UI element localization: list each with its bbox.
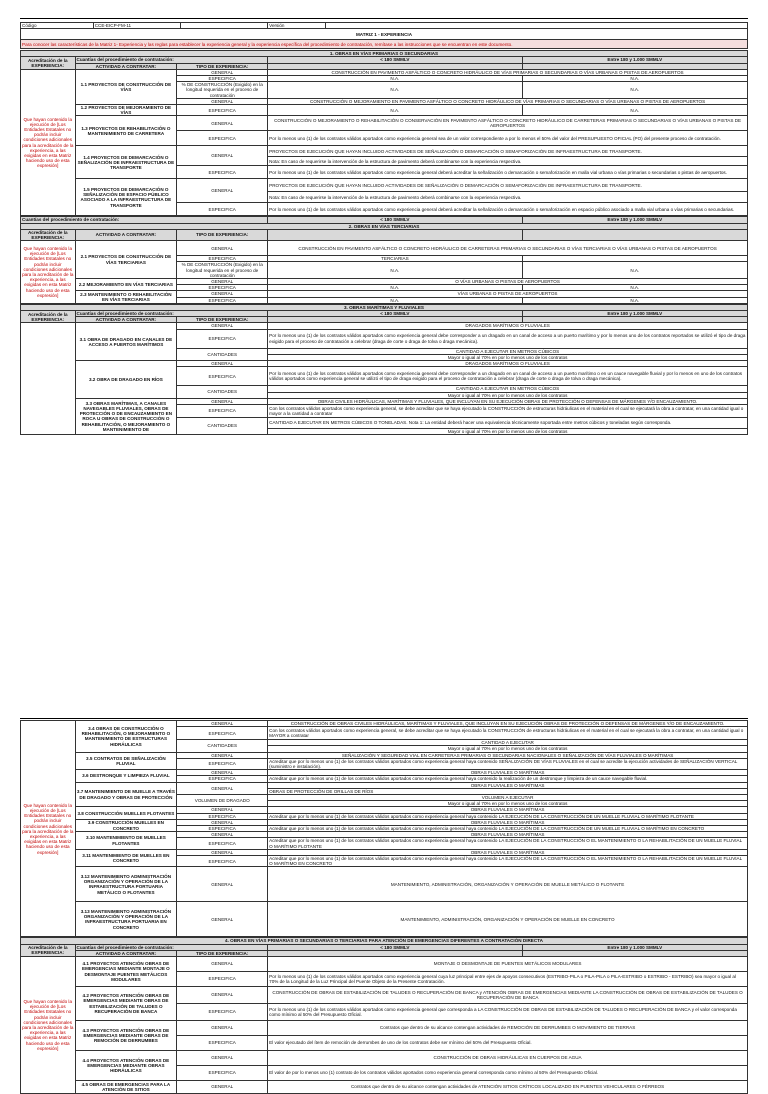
exp-especifica: Acreditar que por lo menos uno (1) de los contratos válidos aportados como experiencia general haya contenido LA EJECUCIÓN DE LA CONSTRUCCIÓN DE UN MUELLE FLUVIAL O MARÍTIMO FLOTANTE <box>268 813 748 819</box>
activity-3-4: 3.4 OBRAS DE CONSTRUCCIÓN O REHABILITACIÓN, O MEJORAMIENTO O MANTENIMIENTO DE ESTRUCTURAS HIDRÁULICAS <box>75 721 177 753</box>
exp-especifica: El valor de por lo menos uno (1) contrato de los contratos válidos aportados como experiencia general corresponda como mínimo al 50% del Presupuesto Oficial. <box>268 1066 748 1081</box>
na-cell: N.A. <box>522 76 747 82</box>
type-especifica: ESPECIFICA <box>177 329 268 348</box>
type-especifica: ESPECIFICA <box>177 838 268 849</box>
col-tipo: TIPO DE EXPERIENCIA: <box>177 63 268 69</box>
exp-general: CONSTRUCCIÓN DE OBRAS DE ESTABILIZACIÓN DE TALUDES O RECUPERACIÓN DE BANCA y ATENCIÓN OBRAS DE EMERGENCIAS MEDIANTE LA CONSTRUCCIÓN DE OBRAS DE ESTABILIZACIÓN DE TALUDES O RECUPERACIÓN DE BANCA <box>268 987 748 1004</box>
page-top-rule <box>20 718 748 719</box>
exp-note: Nota: En caso de requerirse la intervención de la estructura de pavimento deberá combinarse con la experiencia respectiva. <box>268 192 748 203</box>
exp-especifica: Acreditar que por lo menos uno (1) de los contratos válidos aportados como experiencia general haya contenido LA EJECUCIÓN DE LA CONSTRUCCIÓN DE UN MUELLE FLUVIAL O MARÍTIMO EN CONCRETO <box>268 826 748 832</box>
exp-general: PROYECTOS DE EJECUCIÓN QUE HAYAN INCLUIDO ACTIVIDADES DE SEÑALIZACIÓN O DEMARCACIÓN O SEMAFORIZACIÓN DE INFRAESTRUCTURA DE TRANSPORTE. <box>268 179 748 192</box>
type-especifica: ESPECIFICA <box>177 826 268 832</box>
exp-terciarias: TERCIARIAS <box>268 256 522 262</box>
activity-1-4: 1.4 PROYECTOS DE DEMARCACIÓN O SEÑALIZACIÓN DE INFRAESTRUCTURA DE TRANSPORTE <box>75 146 177 179</box>
type-especifica: ESPECIFICA <box>177 758 268 769</box>
na-cell: N.A. <box>522 262 747 279</box>
type-general: GENERAL <box>177 98 268 104</box>
side-note: Que hayan contenido la ejecución de [Los Entidades Estatales no podrán incluir condiciones adicionales para la acreditación de la experiencia, a las exigidas en esta Matriz haciendo uso de esta expresión] <box>21 957 76 1094</box>
na-cell: N.A. <box>268 105 522 116</box>
na-cell: N.A. <box>268 285 522 291</box>
col-actividad: ACTIVIDAD A CONTRATAR: <box>75 950 177 956</box>
type-especifica: ESPECIFICA <box>177 256 268 262</box>
exp-cantidad: CANTIDAD A EJECUTAR EN METROS CÚBICOS <box>268 386 748 392</box>
exp-general: CONSTRUCCIÓN DE OBRAS HIDRÁULICAS EN CUERPOS DE AGUA <box>268 1051 748 1066</box>
type-general: GENERAL <box>177 179 268 203</box>
activity-3-8: 3.8 CONSTRUCCIÓN MUELLES FLOTANTES <box>75 807 177 819</box>
type-cantidades: CANTIDADES <box>177 348 268 360</box>
exp-volumen-min: Mayor o igual al 70% en por lo menos uno de los contratos <box>268 801 748 807</box>
col-actividad: ACTIVIDAD A CONTRATAR: <box>75 317 177 323</box>
matrix-section-3-cont <box>20 720 748 937</box>
activity-4-5: 4.5 OBRAS DE EMERGENCIAS PARA LA ATENCIÓN DE SITIOS <box>75 1081 177 1094</box>
type-especifica: ESPECIFICA <box>177 203 268 216</box>
activity-3-2: 3.2 OBRA DE DRAGADO EN RÍOS <box>75 361 177 399</box>
col-menor180: < 180 SMMLV <box>268 944 522 950</box>
activity-2-2: 2.2 MEJORAMIENTO EN VÍAS TERCIARIAS <box>75 279 177 291</box>
col-cuantias: Cuantías del procedimiento de contratación: <box>75 57 268 63</box>
activity-3-9: 3.9 CONSTRUCCIÓN MUELLES EN CONCRETO <box>75 819 177 831</box>
activity-4-2: 4.2 PROYECTOS ATENCIÓN OBRAS DE EMERGENCIAS MEDIANTE OBRAS DE ESTABILIZACIÓN DE TALUDES O RECUPERACIÓN DE BANCA <box>75 987 177 1021</box>
section-2-title: 2. OBRAS EN VÍAS TERCIARIAS <box>21 223 748 229</box>
exp-general: CONSTRUCCIÓN O MEJORAMIENTO O REHABILITACIÓN O CONSERVACIÓN EN PAVIMENTO ASFÁLTICO O CONCRETO HIDRÁULICO DE CARRETERAS PRIMARIAS O SECUNDARIAS O VÍAS URBANAS O PISTAS DE AEROPUERTOS <box>268 116 748 131</box>
exp-cantidad-min: Mayor o igual al 70% en por lo menos uno de los contratos <box>268 392 748 398</box>
exp-general: CONSTRUCCIÓN EN PAVIMENTO ASFÁLTICO O CONCRETO HIDRÁULICO DE VÍAS PRIMARIAS O SECUNDARIAS O VÍAS URBANAS O PISTAS DE AEROPUERTOS <box>268 69 748 75</box>
type-general: GENERAL <box>177 957 268 972</box>
type-especifica: ESPECIFICA <box>177 131 268 146</box>
exp-note: Nota: En caso de requerirse la intervención de la estructura de pavimento deberá combinarse con la experiencia respectiva. <box>268 157 748 166</box>
section-1-title: 1. OBRAS EN VÍAS PRIMARIAS O SECUNDARIAS <box>21 51 748 57</box>
col-tipo: TIPO DE EXPERIENCIA: <box>177 950 268 956</box>
col-tipo: TIPO DE EXPERIENCIA: <box>177 317 268 323</box>
type-cantidades: CANTIDADES <box>177 740 268 752</box>
exp-cantidad-min: Mayor o igual al 70% en por lo menos uno de los contratos <box>268 354 748 360</box>
na-cell: N.A. <box>268 262 522 279</box>
exp-general: OBRAS FLUVIALES O MARÍTIMAS <box>268 832 748 838</box>
type-especifica: ESPECIFICA <box>177 166 268 179</box>
instructions-text: Para conocer las características de la Matriz 1- Experiencia y las reglas para establecer la experiencia general y la experiencia específica del procedimiento de contratación, remítase a las instrucciones que se encuentran en este documento. <box>21 40 748 49</box>
col-entre: Entre 180 y 1.000 SMMLV <box>522 311 747 317</box>
type-general: GENERAL <box>177 69 268 75</box>
type-general: GENERAL <box>177 241 268 256</box>
exp-general: CONSTRUCCIÓN DE OBRAS CIVILES HIDRÁULICAS, MARÍTIMAS Y FLUVIALES, QUE INCLUYAN EN SU EJECUCIÓN OBRAS DE PROTECCIÓN O DEFENSAS DE MÁRGENES Y/O DE ENCAUZAMIENTO. <box>268 721 748 727</box>
exp-especifica: Acreditar que por lo menos uno (1) de los contratos válidos aportados como experiencia general haya contenido la realización de un destronque y limpieza de un cauce navegable fluvial. <box>268 776 748 782</box>
col-menor180: < 180 SMMLV <box>268 217 522 223</box>
exp-especifica: Por lo menos uno (1) de los contratos válidos aportados como experiencia general cuya luz principal entre ejes de apoyos consecutivos (ESTRIBO-PILA o PILA-PILA o PILA-ESTRIBO o ESTRIBO - ESTRIBO) sea mayor o igual al 70% de la Longitud de la Luz Principal del Puente Objeto de la Presente Contratación. <box>268 972 748 987</box>
na-cell: N.A. <box>268 76 522 82</box>
activity-2-3: 2.3 MANTENIMIENTO O REHABILITACIÓN EN VÍAS TERCIARIAS <box>75 291 177 303</box>
type-especifica: ESPECIFICA <box>177 285 268 291</box>
activity-3-3: 3.3 OBRAS MARÍTIMAS, A CANALES NAVEGABLES FLUVIALES, OBRAS DE PROTECCIÓN O DE ENCAUZAMIENTO EN ROCA U OBRAS DE CONSTRUCCIÓN O REHABILITACIÓN, O MEJORAMIENTO O MANTENIMIENTO DE <box>75 398 177 434</box>
na-cell: N.A. <box>522 285 747 291</box>
type-general: GENERAL <box>177 116 268 131</box>
type-cantidades: CANTIDADES <box>177 386 268 398</box>
exp-general-2: OBRAS DE PROTECCIÓN DE ORILLAS DE RÍOS <box>268 788 748 794</box>
section-3-title: 3. OBRAS MARÍTIMAS Y FLUVIALES <box>21 304 748 310</box>
type-general: GENERAL <box>177 902 268 937</box>
exp-especifica: Por lo menos uno (1) de los contratos válidos aportados como experiencia general sea de un valor correspondiente a por lo menos el 50% del valor del PRESUPUESTO OFICIAL (PO) del presente proceso de contratación. <box>268 131 748 146</box>
type-general: GENERAL <box>177 849 268 855</box>
type-especifica: ESPECIFICA <box>177 1066 268 1081</box>
type-general: GENERAL <box>177 323 268 329</box>
matrix-section-3 <box>20 304 748 435</box>
exp-general: OBRAS FLUVIALES O MARÍTIMAS <box>268 819 748 825</box>
col-acreditacion: Acreditación de la EXPERIENCIA: <box>21 229 76 240</box>
col-menor180: < 180 SMMLV <box>268 57 522 63</box>
na-cell: N.A. <box>522 82 747 99</box>
exp-cantidad: CANTIDAD A EJECUTAR <box>268 740 748 746</box>
exp-general: DRAGADOS MARÍTIMOS O FLUVIALES <box>268 323 748 329</box>
exp-especifica: Por lo menos uno (1) de los contratos válidos aportados como experiencia general debe corresponder a un dragado en un canal de acceso a un puerto marítimo y por lo menos uno de los contratos reportados se utilizó el tipo de draga exigido para el proceso de contratación a celebrar (draga de corte o draga de tolva o draga mecánica). <box>268 329 748 348</box>
activity-4-1: 4.1 PROYECTOS ATENCIÓN OBRAS DE EMERGENCIAS MEDIANTE MONTAJE O DESMONTAJE PUENTES METÁLICOS MODULARES <box>75 957 177 987</box>
matrix-section-2 <box>20 216 748 303</box>
col-menor180: < 180 SMMLV <box>268 311 522 317</box>
na-cell: N.A. <box>522 297 747 303</box>
exp-general: OBRAS FLUVIALES O MARÍTIMAS <box>268 849 748 855</box>
activity-1-1: 1.1 PROYECTOS DE CONSTRUCCIÓN DE VÍAS <box>75 69 177 104</box>
exp-especifica: Por lo menos uno (1) de los contratos válidos aportados como experiencia general que corresponda a LA CONSTRUCCIÓN DE OBRAS DE ESTABILIZACIÓN DE TALUDES O RECUPERACIÓN DE BANCA y el valor corresponda como mínimo al 50% del Presupuesto Oficial. <box>268 1004 748 1021</box>
type-general: GENERAL <box>177 721 268 727</box>
exp-general: MANTENIMIENTO, ADMINISTRACIÓN, ORGANIZACIÓN Y OPERACIÓN DE MUELLE METÁLICO O FLOTANTE <box>268 867 748 902</box>
type-general: GENERAL <box>177 146 268 166</box>
activity-3-12: 3.12 MANTENIMIENTO ADMINISTRACIÓN ORGANIZACIÓN Y OPERACIÓN DE LA INFRAESTRUCTURA PORTUARIA METÁLICO O FLOTANTES <box>75 867 177 902</box>
col-acreditacion: Acreditación de la EXPERIENCIA: <box>21 57 76 69</box>
exp-general: MANTENIMIENTO, ADMINISTRACIÓN, ORGANIZACIÓN Y OPERACIÓN DE MUELLE EN CONCRETO <box>268 902 748 937</box>
na-cell: N.A. <box>522 105 747 116</box>
col-cuantias: Cuantías del procedimiento de contratación: <box>75 944 268 950</box>
activity-4-4: 4.4 PROYECTOS ATENCIÓN OBRAS DE EMERGENCIAS MEDIANTE OBRAS HIDRÁULICAS <box>75 1051 177 1081</box>
exp-cantidad: CANTIDAD A EJECUTAR EN METROS CÚBICOS <box>268 348 748 354</box>
exp-general: Contratos que dentro de su alcance contengan actividades de ATENCIÓN SITIOS CRÍTICOS LOCALIZADO EN PUENTES VEHICULARES O FÉRREOS <box>268 1081 748 1094</box>
exp-general: CONSTRUCCIÓN O MEJORAMIENTO EN PAVIMENTO ASFÁLTICO O CONCRETO HIDRÁULICO DE VÍAS PRIMARIAS O SECUNDARIAS O VÍAS URBANAS O PISTAS DE AEROPUERTOS <box>268 98 748 104</box>
type-general: GENERAL <box>177 770 268 776</box>
type-especifica: ESPECIFICA <box>177 404 268 417</box>
type-general: GENERAL <box>177 867 268 902</box>
exp-general: SEÑALIZACIÓN Y SEGURIDAD VIAL EN CARRETERAS PRIMARIAS O SECUNDARIAS NACIONALES O SEÑALIZACIÓN DE VÍAS FLUVIALES O MARÍTIMAS <box>268 752 748 758</box>
type-especifica: ESPECIFICA <box>177 1004 268 1021</box>
type-general: GENERAL <box>177 361 268 367</box>
exp-general: OBRAS FLUVIALES O MARÍTIMAS <box>268 770 748 776</box>
exp-especifica: Con los contratos válidos aportados como experiencia general, se debe acreditar que se haya ejecutado la CONSTRUCCIÓN de estructuras hidráulicas en el material en el cual se ejecutará la obra a contratar, en una cantidad igual o mayor a la cantidad a contratar <box>268 404 748 417</box>
na-cell: N.A. <box>268 297 522 303</box>
activity-3-6: 3.6 DESTRONQUE Y LIMPIEZA FLUVIAL <box>75 770 177 782</box>
page-title: MATRIZ 1 - EXPERIENCIA <box>21 29 748 40</box>
exp-general: MONTAJE O DESMONTAJE DE PUENTES METÁLICOS MODULARES <box>268 957 748 972</box>
exp-general: PROYECTOS DE EJECUCIÓN QUE HAYAN INCLUIDO ACTIVIDADES DE SEÑALIZACIÓN O DEMARCACIÓN O SEMAFORIZACIÓN DE INFRAESTRUCTURA DE TRANSPORTE. <box>268 146 748 157</box>
page-top-rule <box>20 18 748 19</box>
activity-3-5: 3.5 CONTRATOS DE SEÑALIZACIÓN FLUVIAL <box>75 752 177 770</box>
type-general: GENERAL <box>177 1021 268 1036</box>
activity-3-7: 3.7 MANTENIMIENTO DE MUELLE A TRAVÉS DE DRAGADO Y OBRAS DE PROTECCIÓN <box>75 782 177 807</box>
exp-general: O VÍAS URBANAS O PISTAS DE AEROPUERTOS <box>268 279 748 285</box>
activity-3-10: 3.10 MANTENIMIENTO DE MUELLES FLOTANTES <box>75 832 177 850</box>
type-general: GENERAL <box>177 752 268 758</box>
exp-general: Contratos que dentro de su alcance contengan actividades de REMOCIÓN DE DERRUMBES O MOVIMIENTO DE TIERRAS <box>268 1021 748 1036</box>
exp-general: DRAGADOS MARÍTIMOS O FLUVIALES <box>268 361 748 367</box>
exp-general: OBRAS CIVILES HIDRÁULICAS, MARÍTIMAS Y FLUVIALES, QUE INCLUYAN EN SU EJECUCIÓN OBRAS DE PROTECCIÓN O DEFENSAS DE MÁRGENES Y/O ENCAUZAMIENTO. <box>268 398 748 404</box>
exp-general: CONSTRUCCIÓN EN PAVIMENTO ASFÁLTICO O CONCRETO HIDRÁULICO DE CARRETERAS PRIMARIAS O SECUNDARIAS O VÍAS TERCIARIAS O VÍAS URBANAS O PISTAS DE AEROPUERTOS <box>268 241 748 256</box>
page-gap <box>0 518 768 718</box>
col-actividad: ACTIVIDAD A CONTRATAR: <box>75 63 177 69</box>
col-acreditacion: Acreditación de la EXPERIENCIA: <box>21 311 76 323</box>
activity-2-1: 2.1 PROYECTOS DE CONSTRUCCIÓN DE VÍAS TERCIARIAS <box>75 241 177 279</box>
activity-1-3: 1.3 PROYECTOS DE REHABILITACIÓN O MANTENIMIENTO DE CARRETERA <box>75 116 177 146</box>
type-general: GENERAL <box>177 1081 268 1094</box>
codigo-value: CCE-EICP-FM-11 <box>93 23 180 29</box>
col-entre: Entre 180 y 1.000 SMMLV <box>522 944 747 950</box>
activity-3-13: 3.13 MANTENIMIENTO ADMINISTRACIÓN ORGANIZACIÓN Y OPERACIÓN DE LA INFRAESTRUCTURA PORTUARIA EN CONCRETO <box>75 902 177 937</box>
type-especifica: ESPECIFICA <box>177 727 268 740</box>
exp-especifica: Acreditar que por lo menos uno (1) de los contratos válidos aportados como experiencia general haya contenido LA EJECUCIÓN DE LA CONSTRUCCIÓN O EL MANTENIMIENTO O LA REHABILITACIÓN DE UN MUELLE FLUVIAL O MARÍTIMO EN CONCRETO <box>268 856 748 867</box>
matrix-section-1 <box>20 50 748 216</box>
exp-especifica: Acreditar que por lo menos uno (1) de los contratos válidos aportados como experiencia general haya contenido LA EJECUCIÓN DE LA CONSTRUCCIÓN O EL MANTENIMIENTO O LA REHABILITACIÓN DE UN MUELLE FLUVIAL O MARÍTIMO FLOTANTE <box>268 838 748 849</box>
version-label: Versión <box>268 23 326 29</box>
type-general: GENERAL <box>177 279 268 285</box>
header-table <box>20 22 748 49</box>
col-entre: Entre 180 y 1.000 SMMLV <box>522 217 747 223</box>
exp-especifica: Por lo menos uno (1) de los contratos válidos aportados como experiencia general deberá acreditar la señalización o demarcación o semaforización en espacio público asociado a malla vial urbana o vías primarias o secundarias. <box>268 203 748 216</box>
type-especifica: ESPECIFICA <box>177 776 268 782</box>
page-1 <box>20 22 748 435</box>
type-especifica: ESPECIFICA <box>177 1036 268 1051</box>
page-2 <box>20 720 748 1094</box>
type-general: GENERAL <box>177 807 268 813</box>
exp-general: OBRAS FLUVIALES O MARÍTIMAS <box>268 807 748 813</box>
activity-1-5: 1.5 PROYECTOS DE DEMARCACIÓN O SEÑALIZACIÓN DE ESPACIO PÚBLICO ASOCIADO A LA INFRAESTRUCTURA DE TRANSPORTE <box>75 179 177 216</box>
exp-especifica: Por lo menos uno (1) de los contratos válidos aportados como experiencia general debe corresponder a un dragado en un canal de acceso a un puerto marítimo o en un cauce navegable fluvial y por lo menos en uno de los contratos válidos aportados como experiencia general se utilizó el tipo de draga exigido para el proceso de contratación a celebrar (draga de corte o draga de tolva o draga mecánica). <box>268 367 748 386</box>
construction-note: % DE CONSTRUCCIÓN (Exigido) en la longitud requerida en el proceso de contratación <box>177 262 268 279</box>
type-general: GENERAL <box>177 832 268 838</box>
exp-cantidad-min: Mayor o igual al 70% en por lo menos uno de los contratos <box>268 746 748 752</box>
activity-1-2: 1.2 PROYECTOS DE MEJORAMIENTO DE VÍAS <box>75 105 177 116</box>
exp-cantidad-min: Mayor o igual al 70% en por lo menos uno de los contratos <box>268 428 748 434</box>
col-acreditacion: Acreditación de la EXPERIENCIA: <box>21 944 76 956</box>
type-especifica: ESPECIFICA <box>177 76 268 82</box>
type-especifica: ESPECIFICA <box>177 972 268 987</box>
col-cuantias: Cuantías del procedimiento de contratación: <box>21 217 268 223</box>
side-note: Que hayan contenido la ejecución de [Los Entidades Estatales no podrán incluir condiciones adicionales para la acreditación de la experiencia, a las exigidas en esta Matriz haciendo uso de esta expresión] <box>21 721 76 937</box>
exp-especifica: Por lo menos uno (1) de los contratos válidos aportados como experiencia general deberá acreditar la señalización o demarcación o semaforización en malla vial urbana o vías primarias o secundarias o pistas de aeropuertos. <box>268 166 748 179</box>
matrix-section-4 <box>20 937 748 1094</box>
activity-3-11: 3.11 MANTENIMIENTO DE MUELLES EN CONCRETO <box>75 849 177 867</box>
type-general: GENERAL <box>177 819 268 825</box>
na-cell: N.A. <box>268 82 522 99</box>
type-general: GENERAL <box>177 1051 268 1066</box>
type-especifica: ESPECIFICA <box>177 856 268 867</box>
activity-4-3: 4.3 PROYECTOS ATENCIÓN OBRAS DE EMERGENCIAS MEDIANTE OBRAS DE REMOCIÓN DE DERRUMBES <box>75 1021 177 1051</box>
exp-general: OBRAS FLUVIALES O MARÍTIMAS <box>268 782 748 788</box>
exp-cantidad: CANTIDAD A EJECUTAR EN METROS CÚBICOS O TONELADAS. Nota 1: La entidad deberá hacer una equivalencia técnicamente soportada entre metros cúbicos y toneladas según corresponda. <box>268 417 748 428</box>
exp-especifica: Con los contratos válidos aportados como experiencia general, se debe acreditar que se haya ejecutado la CONSTRUCCIÓN de estructuras hidráulicas en el material en el cual se ejecutará la obra a contratar, en una cantidad igual o MAYOR a contratar <box>268 727 748 740</box>
side-note: Que hayan contenido la ejecución de [Los Entidades Estatales no podrán incluir condiciones adicionales para la acreditación de la experiencia, a las exigidas en esta Matriz haciendo uso de esta expresión] <box>21 241 76 304</box>
exp-especifica: El valor ejecutado del ítem de remoción de derrumbes de uno de los contratos debe ser mínimo del 50% del Presupuesto Oficial. <box>268 1036 748 1051</box>
construction-note: % DE CONSTRUCCIÓN (Exigido) en la longitud requerida en el proceso de contratación <box>177 82 268 99</box>
type-general: GENERAL <box>177 398 268 404</box>
type-especifica: ESPECIFICA <box>177 813 268 819</box>
type-especifica: ESPECIFICA <box>177 297 268 303</box>
exp-especifica: Acreditar que por lo menos uno (1) de los contratos válidos aportados como experiencia general haya contenido SEÑALIZACIÓN DE VÍAS FLUVIALES en el cual se acredite la ejecución actividades de SEÑALIZACIÓN VERTICAL (suministro e instalación). <box>268 758 748 769</box>
col-tipo: TIPO DE EXPERIENCIA: <box>177 229 268 240</box>
exp-volumen: VOLUMEN A EJECUTAR <box>268 795 748 801</box>
exp-general: VÍAS URBANAS O PISTAS DE AEROPUERTOS <box>268 291 748 297</box>
col-cuantias: Cuantías del procedimiento de contratación: <box>75 311 268 317</box>
activity-3-1: 3.1 OBRA DE DRAGADO EN CANALES DE ACCESO A PUERTOS MARÍTIMOS <box>75 323 177 361</box>
type-especifica: ESPECIFICA <box>177 105 268 116</box>
type-general: GENERAL <box>177 987 268 1004</box>
col-actividad: ACTIVIDAD A CONTRATAR: <box>75 229 177 240</box>
type-general: GENERAL <box>177 291 268 297</box>
col-entre: Entre 180 y 1.000 SMMLV <box>522 57 747 63</box>
codigo-label: Código <box>21 23 94 29</box>
type-volumen: VOLUMEN DE DRAGADO <box>177 795 268 807</box>
type-cantidades: CANTIDADES <box>177 417 268 434</box>
side-note: Que hayan contenido la ejecución de [Los Entidades Estatales no podrán incluir condiciones adicionales para la acreditación de la experiencia, a las exigidas en esta Matriz haciendo uso de esta expresión] <box>21 69 76 216</box>
section-4-title: 4. OBRAS EN VÍAS PRIMARIAS O SECUNDARIAS O TERCIARIAS PARA ATENCIÓN DE EMERGENCIAS DIFERENTES A CONTRATACIÓN DIRECTA <box>21 938 748 944</box>
type-especifica: ESPECIFICA <box>177 367 268 386</box>
type-general: GENERAL <box>177 782 268 794</box>
